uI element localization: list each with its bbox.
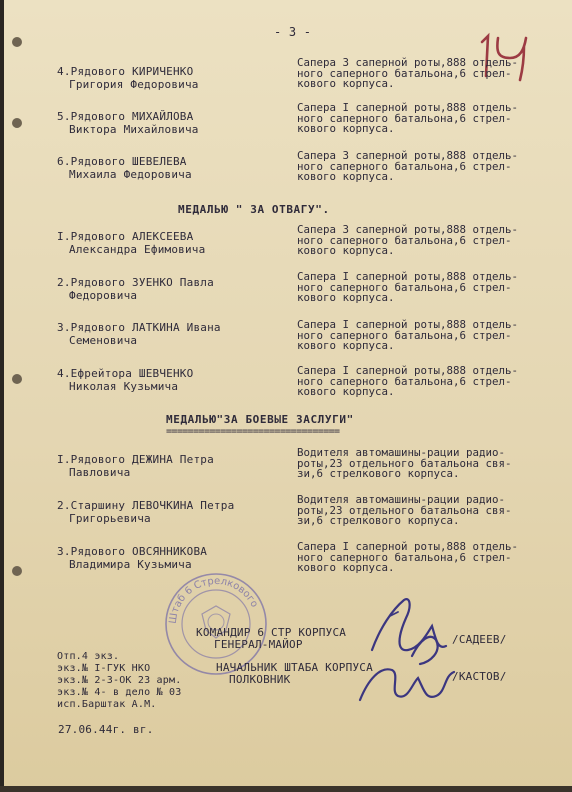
person-patronymic: Михаила Федоровича xyxy=(69,168,192,181)
person-unit: Сапера I саперной роты,888 отдель- ного саперного батальона,6 стрел- кового корпуса. xyxy=(297,364,519,399)
person-name: 3.Рядового ОВСЯННИКОВА xyxy=(57,545,208,558)
person-patronymic: Александра Ефимовича xyxy=(69,243,206,256)
punch-hole xyxy=(12,37,22,47)
commander-title: КОМАНДИР 6 СТР КОРПУСА xyxy=(196,626,347,639)
person-patronymic: Федоровича xyxy=(69,289,138,302)
punch-hole xyxy=(12,374,22,384)
person-name: 4.Ефрейтора ШЕВЧЕНКО xyxy=(57,367,194,380)
person-name: I.Рядового АЛЕКСЕЕВА xyxy=(57,230,194,243)
section-heading-courage: МЕДАЛЬЮ " ЗА ОТВАГУ". xyxy=(178,203,330,216)
person-patronymic: Григорьевича xyxy=(69,512,151,525)
person-unit: Сапера I саперной роты,888 отдель- ного саперного батальона,6 стрел- кового корпуса. xyxy=(297,318,519,353)
person-unit: Сапера I саперной роты,888 отдель- ного саперного батальона,6 стрел- кового корпуса. xyxy=(297,101,519,136)
person-name: 5.Рядового МИХАЙЛОВА xyxy=(57,110,194,123)
commander-name: /САДЕЕВ/ xyxy=(452,633,507,646)
person-unit: Водителя автомашины-рации радио- роты,23 отдельного батальона свя- зи,6 стрелкового корпуса. xyxy=(297,493,512,528)
chief-title: НАЧАЛЬНИК ШТАБА КОРПУСА xyxy=(216,661,373,674)
distribution-line: экз.№ 2-3-ОК 23 арм. xyxy=(57,675,182,686)
person-patronymic: Николая Кузьмича xyxy=(69,380,179,393)
document-date: 27.06.44г. вг. xyxy=(58,723,154,736)
heading-rule: ================================ xyxy=(166,426,340,437)
person-patronymic: Григория Федоровича xyxy=(69,78,199,91)
person-name: 2.Рядового ЗУЕНКО Павла xyxy=(57,276,214,289)
person-unit: Водителя автомашины-рации радио- роты,23 отдельного батальона свя- зи,6 стрелкового корпуса. xyxy=(297,446,512,481)
person-name: 3.Рядового ЛАТКИНА Ивана xyxy=(57,321,221,334)
person-patronymic: Павловича xyxy=(69,466,131,479)
section-heading-merit: МЕДАЛЬЮ"ЗА БОЕВЫЕ ЗАСЛУГИ" xyxy=(166,413,354,426)
scan-edge-bottom xyxy=(0,786,572,792)
svg-text:Штаб 6 Стрелкового: Штаб 6 Стрелкового xyxy=(167,575,260,625)
person-name: 4.Рядового КИРИЧЕНКО xyxy=(57,65,194,78)
distribution-line: экз.№ 4- в дело № 03 xyxy=(57,687,182,698)
person-name: 2.Старшину ЛЕВОЧКИНА Петра xyxy=(57,499,235,512)
distribution-line: экз.№ I-ГУК НКО xyxy=(57,663,151,674)
page-number: - 3 - xyxy=(274,25,312,39)
punch-hole xyxy=(12,118,22,128)
person-patronymic: Семеновича xyxy=(69,334,138,347)
distribution-line: Отп.4 экз. xyxy=(57,651,120,662)
scan-edge xyxy=(0,0,4,792)
person-unit: Сапера I саперной роты,888 отдель- ного саперного батальона,6 стрел- кового корпуса. xyxy=(297,270,519,305)
person-unit: Сапера 3 саперной роты,888 отдель- ного саперного батальона,6 стрел- кового корпуса. xyxy=(297,223,519,258)
chief-name: /КАСТОВ/ xyxy=(452,670,507,683)
person-unit: Сапера I саперной роты,888 отдель- ного саперного батальона,6 стрел- кового корпуса. xyxy=(297,540,519,575)
person-name: I.Рядового ДЕЖИНА Петра xyxy=(57,453,214,466)
person-unit: Сапера 3 саперной роты,888 отдель- ного саперного батальона,6 стрел- кового корпуса. xyxy=(297,149,519,184)
chief-rank: ПОЛКОВНИК xyxy=(229,673,291,686)
commander-rank: ГЕНЕРАЛ-МАЙОР xyxy=(214,638,303,651)
person-name: 6.Рядового ШЕВЕЛЕВА xyxy=(57,155,187,168)
distribution-line: исп.Барштак А.М. xyxy=(57,699,157,710)
person-patronymic: Виктора Михайловича xyxy=(69,123,199,136)
person-unit: Сапера 3 саперной роты,888 отдель- ного саперного батальона,6 стрел- кового корпуса. xyxy=(297,56,519,91)
punch-hole xyxy=(12,566,22,576)
person-patronymic: Владимира Кузьмича xyxy=(69,558,192,571)
